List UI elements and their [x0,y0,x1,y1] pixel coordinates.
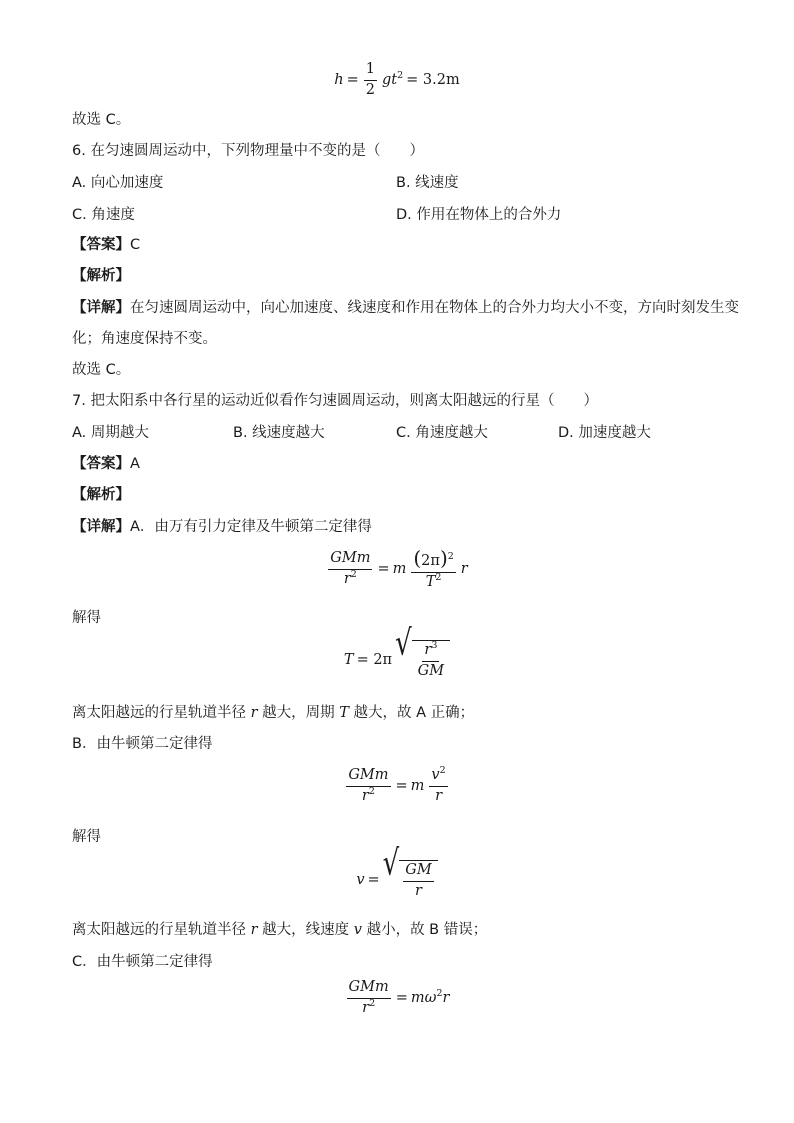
fraction [347,980,391,1017]
analysis-6-label: 【解析】 [72,268,130,284]
detail-6 [72,298,739,318]
answer-7 [72,454,140,474]
q6-option-a: A. 向心加速度 [72,175,164,191]
conclusion-text: 故选 C。 [72,112,131,128]
eq-sign: = [367,871,380,888]
text: 离太阳越远的行星轨道半径 [72,705,251,721]
square-root [382,843,438,900]
conclusion-b [72,920,487,940]
text: 越小，故 B 错误； [361,922,488,938]
eq-var: r [361,787,369,804]
fraction [429,765,447,805]
eq-var: v [353,922,362,938]
eq-var: r [250,705,258,721]
q7-option-c: C. 角速度越大 [396,425,488,441]
q6-option-c: C. 角速度 [72,207,135,223]
answer-label: 【答案】 [72,456,130,472]
paren: ) [439,546,448,570]
analysis-7-label: 【解析】 [72,487,130,503]
eq-var: r [460,561,468,578]
eq-var: T [343,651,354,668]
option-c-intro: C．由牛顿第二定律得 [72,954,213,970]
fraction [411,548,455,591]
numerator: GMm [328,551,372,570]
eq-var: r [442,990,450,1007]
eq-var: m [410,778,425,795]
answer-value: A [130,456,140,472]
exponent: 3 [431,640,438,652]
option-b-intro: B．由牛顿第二定律得 [72,736,213,752]
fraction [403,863,433,900]
eq-term: 2π [421,553,440,569]
eq-var: m [392,561,407,578]
text: 越大，线速度 [257,922,354,938]
denominator: 2 [365,81,375,98]
fraction [364,62,377,99]
text: 越大，周期 [257,705,340,721]
eq-var: v [431,767,440,783]
denominator: r [415,882,422,899]
denominator: r [435,787,443,804]
fraction [328,551,372,588]
equation-free-fall [0,62,794,99]
solve-label: 解得 [72,829,101,845]
eq-result: = 3.2m [406,72,460,89]
exponent: 2 [368,786,375,798]
eq-sign: = [346,72,359,89]
exponent: 2 [369,998,376,1010]
numerator: GMm [347,980,391,999]
eq-var: mω [410,990,437,1007]
numerator: GM [403,863,433,882]
eq-var: r [250,922,258,938]
square-root [395,623,450,680]
text: 越大，故 A 正确； [348,705,475,721]
eq-var: r [362,999,370,1016]
numerator: 1 [364,62,377,81]
solve-label: 解得 [72,610,101,626]
equation-gravity-angular [0,980,794,1017]
exponent: 2 [436,988,443,1000]
question-7-stem: 7. 把太阳系中各行星的运动近似看作匀速圆周运动，则离太阳越远的行星（ ） [72,393,598,409]
detail-text: 在匀速圆周运动中，向心加速度、线速度和作用在物体上的合外力均大小不变，方向时刻发生变 [130,300,739,316]
equation-velocity-result [0,843,794,900]
detail-text: A．由万有引力定律及牛顿第二定律得 [130,519,372,535]
exponent: 2 [435,572,442,584]
exponent: 2 [439,765,446,777]
q7-option-b: B. 线速度越大 [233,425,325,441]
numerator: GMm [346,768,390,787]
question-6-stem: 6. 在匀速圆周运动中，下列物理量中不变的是（ ） [72,143,424,159]
fraction [346,768,390,805]
radical-icon: √ [395,623,412,664]
eq-sign: = [395,778,408,795]
eq-var: r [343,570,351,587]
exponent: 2 [447,551,454,563]
detail-label: 【详解】 [72,300,130,316]
eq-var: gt [382,72,398,89]
q7-option-d: D. 加速度越大 [558,425,651,441]
equation-gravity-period [0,548,794,591]
q7-option-a: A. 周期越大 [72,425,149,441]
eq-sign: = 2π [356,651,393,668]
paren: ( [413,546,422,570]
exponent: 2 [397,70,404,82]
detail-6-cont: 化；角速度保持不变。 [72,331,217,347]
detail-label: 【详解】 [72,519,130,535]
eq-var: v [356,871,365,888]
radical-icon: √ [382,843,400,884]
eq-var: T [339,705,349,721]
denominator: GM [417,662,445,679]
conclusion-text: 故选 C。 [72,362,131,378]
q6-option-d: D. 作用在物体上的合外力 [396,207,562,223]
answer-value: C [130,237,141,253]
q6-option-b: B. 线速度 [396,175,459,191]
detail-7 [72,517,372,537]
exponent: 2 [350,569,357,581]
eq-sign: = [377,561,390,578]
eq-var: r [424,642,432,658]
conclusion-a [72,703,474,723]
equation-period-result [0,623,794,680]
equation-gravity-velocity [0,765,794,805]
answer-label: 【答案】 [72,237,130,253]
fraction [416,640,446,680]
text: 离太阳越远的行星轨道半径 [72,922,251,938]
eq-var: T [425,573,436,590]
answer-6 [72,235,140,255]
eq-var: h [334,72,344,89]
eq-sign: = [395,990,408,1007]
